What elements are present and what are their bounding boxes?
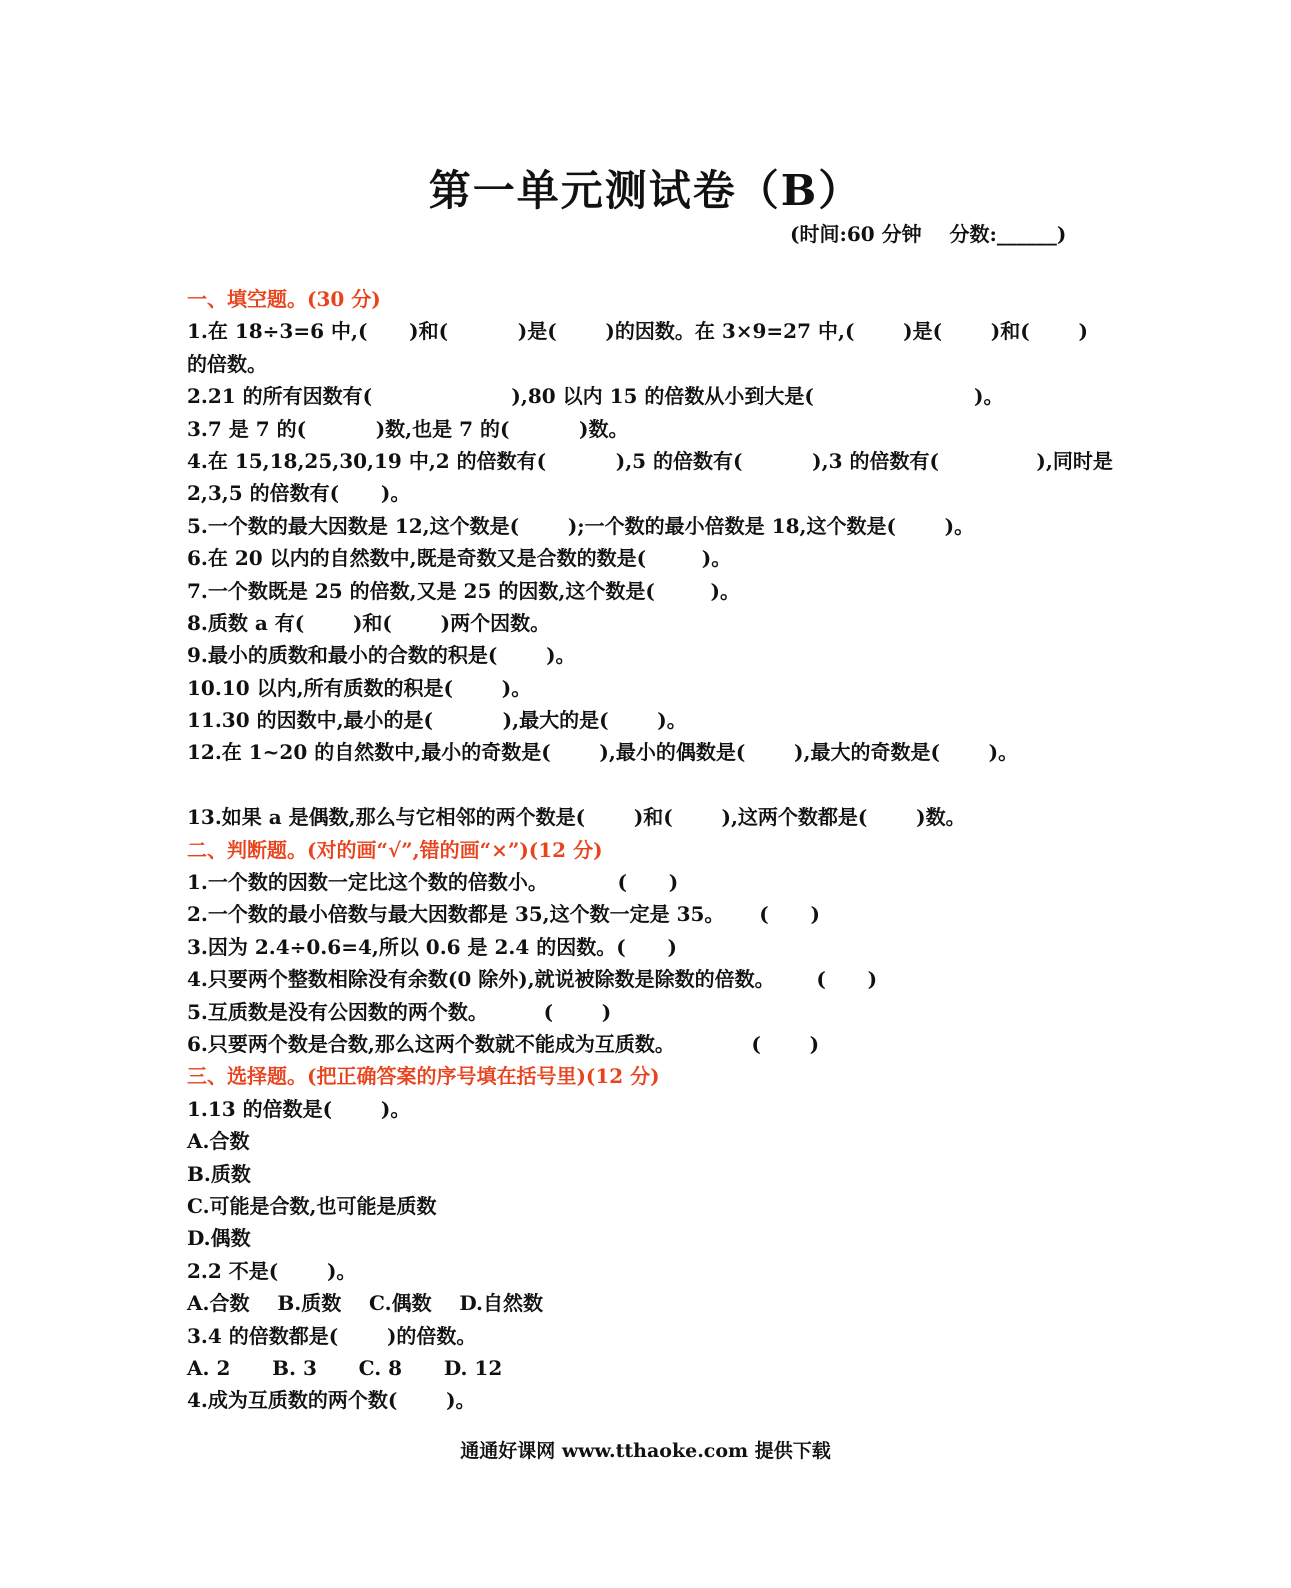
option-line: A.合数 B.质数 C.偶数 D.自然数 [187, 1291, 544, 1316]
section-heading-fill-blank: 一、填空题。(30 分) [187, 287, 381, 311]
question-line: 6.在 20 以内的自然数中,既是奇数又是合数的数是( )。 [187, 546, 732, 571]
question-line: 1.一个数的因数一定比这个数的倍数小。 ( ) [187, 870, 679, 895]
question-line: 7.一个数既是 25 的倍数,又是 25 的因数,这个数是( )。 [187, 578, 740, 603]
question-line: 2.一个数的最小倍数与最大因数都是 35,这个数一定是 35。 ( ) [187, 902, 820, 927]
question-line: 1.在 18÷3=6 中,( )和( )是( )的因数。在 3×9=27 中,( )是( )和( ) [187, 319, 1088, 344]
option-line: B.质数 [187, 1161, 251, 1186]
question-line: 5.互质数是没有公因数的两个数。 ( ) [187, 999, 612, 1024]
question-line: 12.在 1~20 的自然数中,最小的奇数是( ),最小的偶数是( ),最大的奇数是( )。 [187, 740, 1019, 765]
option-line: A.合数 [187, 1129, 250, 1154]
question-line: 3.因为 2.4÷0.6=4,所以 0.6 是 2.4 的因数。( ) [187, 934, 677, 959]
section-heading-true-false: 二、判断题。(对的画“√”,错的画“×”)(12 分) [187, 837, 603, 862]
question-line: 2.2 不是( )。 [187, 1258, 357, 1283]
question-line: 13.如果 a 是偶数,那么与它相邻的两个数是( )和( ),这两个数都是( )数。 [187, 805, 966, 830]
question-line: 11.30 的因数中,最小的是( ),最大的是( )。 [187, 708, 687, 733]
section-heading-multiple-choice: 三、选择题。(把正确答案的序号填在括号里)(12 分) [187, 1064, 660, 1089]
question-line: 3.4 的倍数都是( )的倍数。 [187, 1323, 477, 1348]
option-line: A. 2 B. 3 C. 8 D. 12 [187, 1355, 503, 1380]
time-score-line: (时间:60 分钟 分数:______) [790, 222, 1067, 246]
question-line: 4.在 15,18,25,30,19 中,2 的倍数有( ),5 的倍数有( ),3 的倍数有( ),同时是 [187, 448, 1113, 473]
question-line: 的倍数。 [187, 351, 267, 376]
question-line: 6.只要两个数是合数,那么这两个数就不能成为互质数。 ( ) [187, 1031, 820, 1056]
question-line: 1.13 的倍数是( )。 [187, 1096, 411, 1121]
question-line: 4.成为互质数的两个数( )。 [187, 1388, 476, 1413]
question-line: 2.21 的所有因数有( ),80 以内 15 的倍数从小到大是( )。 [187, 384, 1004, 409]
option-line: C.可能是合数,也可能是质数 [187, 1193, 437, 1218]
question-line: 8.质数 a 有( )和( )两个因数。 [187, 610, 551, 635]
question-line: 5.一个数的最大因数是 12,这个数是( );一个数的最小倍数是 18,这个数是( )。 [187, 513, 975, 538]
exam-content [187, 283, 1113, 1417]
page-title: 第一单元测试卷（B） [428, 166, 863, 215]
question-line: 10.10 以内,所有质数的积是( )。 [187, 675, 532, 700]
question-line: 2,3,5 的倍数有( )。 [187, 481, 411, 506]
blank-line [187, 769, 1107, 801]
question-line: 9.最小的质数和最小的合数的积是( )。 [187, 643, 576, 668]
question-line: 3.7 是 7 的( )数,也是 7 的( )数。 [187, 416, 629, 441]
footer-source: 通通好课网 www.tthaoke.com 提供下载 [460, 1440, 831, 1462]
option-line: D.偶数 [187, 1226, 251, 1251]
question-line: 4.只要两个整数相除没有余数(0 除外),就说被除数是除数的倍数。 ( ) [187, 967, 878, 992]
